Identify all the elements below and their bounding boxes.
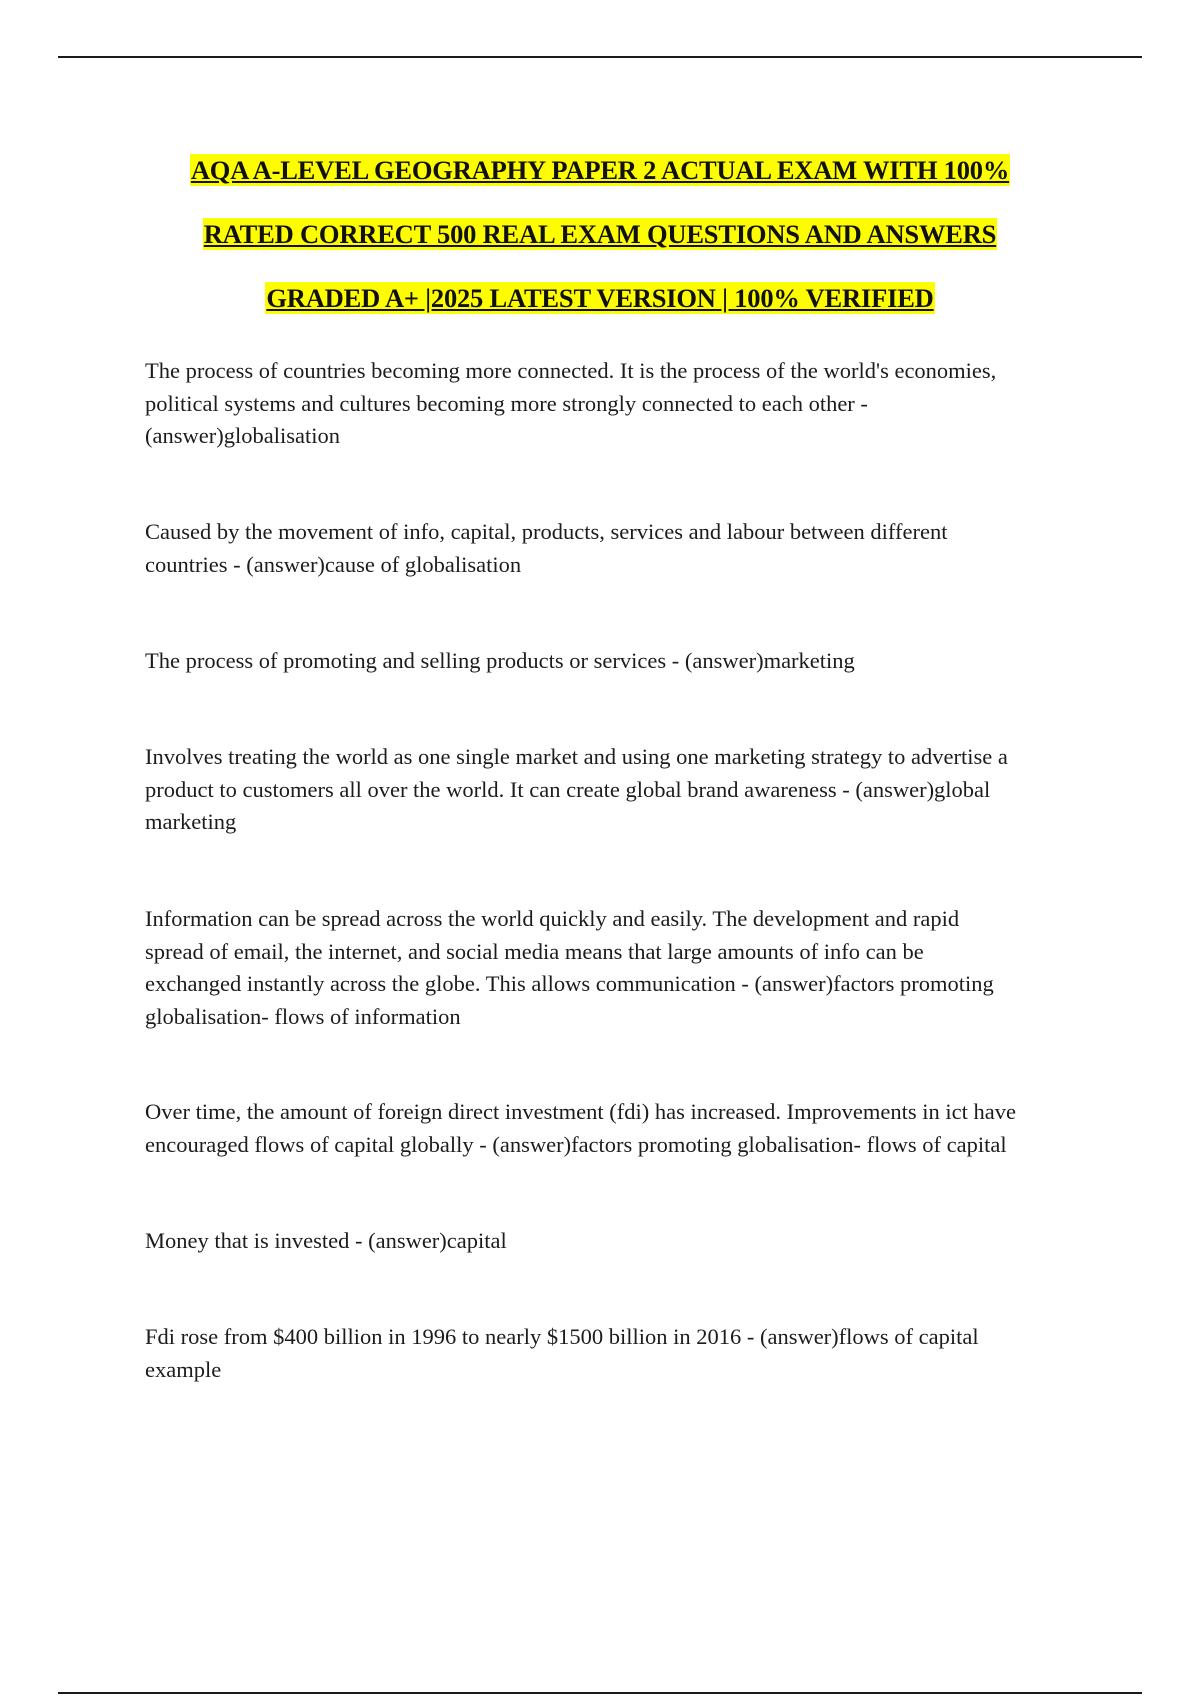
entry-line: Fdi rose from $400 billion in 1996 to nearly $1500 billion in 2016 - (answer)flows of capital [145,1324,979,1349]
entry-line: countries - (answer)cause of globalisation [145,551,522,577]
entry-line: example [145,1356,222,1382]
qa-entry [145,1096,1090,1161]
bottom-divider [58,1692,1142,1694]
entry-line: The process of promoting and selling products or services - (answer)marketing [145,648,855,673]
entry-line: product to customers all over the world. It can create global brand awareness - (answer)global [145,776,991,802]
entry-line: Involves treating the world as one single market and using one marketing strategy to advertise a [145,744,1008,769]
title-line [0,138,1200,202]
qa-entry [145,741,1090,839]
entry-line: Money that is invested - (answer)capital [145,1228,507,1253]
qa-entry [145,645,1090,678]
entry-line: encouraged flows of capital globally - (answer)factors promoting globalisation- flows of capital [145,1131,1007,1157]
entry-line: Caused by the movement of info, capital, products, services and labour between different [145,519,948,544]
qa-entry [145,516,1090,581]
title-line-text: RATED CORRECT 500 REAL EXAM QUESTIONS AND ANSWERS [203,219,997,249]
entry-line: Over time, the amount of foreign direct investment (fdi) has increased. Improvements in ict have [145,1099,1016,1124]
title-line [0,202,1200,266]
title-line-text: AQA A-LEVEL GEOGRAPHY PAPER 2 ACTUAL EXAM WITH 100% [190,155,1010,185]
entry-line: globalisation- flows of information [145,1003,461,1029]
entry-line: marketing [145,809,237,834]
entry-line: Information can be spread across the world quickly and easily. The development and rapid [145,906,960,931]
document-title [0,138,1200,330]
qa-entry [145,355,1090,453]
entry-line: spread of email, the internet, and social media means that large amounts of info can be [145,938,924,964]
entry-line: The process of countries becoming more connected. It is the process of the world's economies, [145,358,997,383]
title-line-text: GRADED A+ |2025 LATEST VERSION | 100% VERIFIED [266,283,934,313]
qa-entry [145,903,1090,1033]
qa-entry [145,1321,1090,1386]
top-divider [58,56,1142,58]
entry-line: political systems and cultures becoming more strongly connected to each other - [145,390,868,416]
entry-line: exchanged instantly across the globe. This allows communication - (answer)factors promoting [145,971,994,996]
title-line [0,266,1200,330]
entry-line: (answer)globalisation [145,423,340,448]
qa-entry [145,1225,1090,1258]
